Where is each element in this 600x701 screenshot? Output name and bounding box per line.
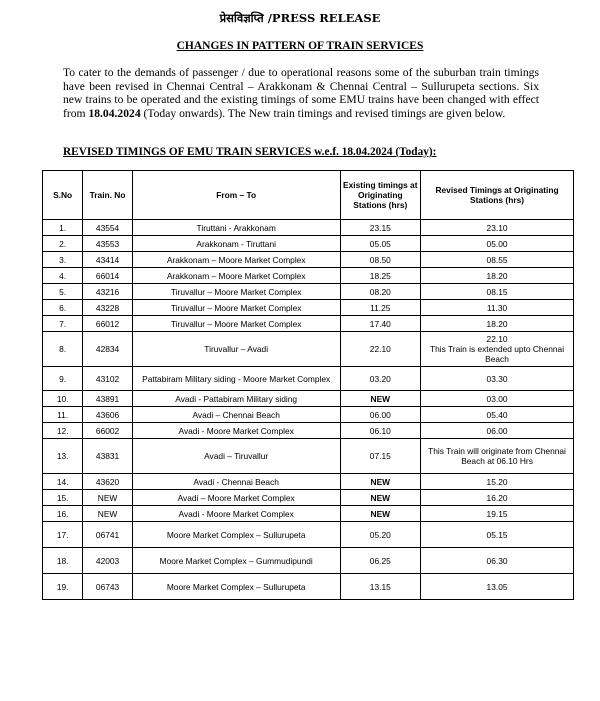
cell-existing: 13.15 [340, 574, 421, 600]
table-body [43, 220, 574, 600]
table-row [43, 391, 574, 407]
table-row [43, 522, 574, 548]
header-sno: S.No [43, 171, 83, 220]
cell-from-to: Pattabiram Military siding - Moore Market Complex [132, 367, 340, 391]
cell-from-to: Moore Market Complex – Sullurupeta [132, 522, 340, 548]
cell-revised: 19.15 [421, 506, 574, 522]
cell-revised: 18.20 [421, 316, 574, 332]
cell-from-to: Moore Market Complex – Gummudipundi [132, 548, 340, 574]
table-row [43, 574, 574, 600]
cell-revised: 06.00 [421, 423, 574, 439]
cell-sno: 9. [43, 367, 83, 391]
table-row [43, 220, 574, 236]
table-header-row [43, 171, 574, 220]
cell-sno: 16. [43, 506, 83, 522]
cell-revised: 18.20 [421, 268, 574, 284]
cell-revised: 13.05 [421, 574, 574, 600]
table-row [43, 423, 574, 439]
cell-train-no: 42834 [83, 332, 133, 367]
cell-existing: 05.05 [340, 236, 421, 252]
cell-train-no: 43554 [83, 220, 133, 236]
cell-sno: 6. [43, 300, 83, 316]
table-row [43, 268, 574, 284]
cell-from-to: Tiruvallur – Moore Market Complex [132, 300, 340, 316]
table-row [43, 490, 574, 506]
cell-sno: 11. [43, 407, 83, 423]
cell-revised: 08.55 [421, 252, 574, 268]
cell-train-no: NEW [83, 490, 133, 506]
cell-revised: 05.40 [421, 407, 574, 423]
table-row [43, 407, 574, 423]
cell-train-no: 06741 [83, 522, 133, 548]
cell-revised: 11.30 [421, 300, 574, 316]
cell-sno: 1. [43, 220, 83, 236]
cell-from-to: Tiruvallur – Moore Market Complex [132, 316, 340, 332]
cell-existing: NEW [340, 490, 421, 506]
table-row [43, 506, 574, 522]
cell-revised: 03.00 [421, 391, 574, 407]
header-revised-timings: Revised Timings at Originating Stations (hrs) [421, 171, 574, 220]
header-english: /PRESS RELEASE [263, 11, 381, 25]
cell-train-no: 42003 [83, 548, 133, 574]
header-existing-timings: Existing timings at Originating Stations (hrs) [340, 171, 421, 220]
cell-existing: 07.15 [340, 439, 421, 474]
cell-from-to: Arakkonam - Tiruttani [132, 236, 340, 252]
cell-sno: 2. [43, 236, 83, 252]
cell-train-no: 43831 [83, 439, 133, 474]
cell-from-to: Tiruvallur – Moore Market Complex [132, 284, 340, 300]
cell-revised: 15.20 [421, 474, 574, 490]
cell-sno: 19. [43, 574, 83, 600]
cell-from-to: Avadi - Moore Market Complex [132, 423, 340, 439]
table-row [43, 548, 574, 574]
cell-from-to: Moore Market Complex – Sullurupeta [132, 574, 340, 600]
table-row [43, 300, 574, 316]
cell-revised: 06.30 [421, 548, 574, 574]
table-row [43, 439, 574, 474]
cell-from-to: Avadi – Tiruvallur [132, 439, 340, 474]
cell-from-to: Avadi - Pattabiram Military siding [132, 391, 340, 407]
cell-revised: 22.10 This Train is extended upto Chennai Beach [421, 332, 574, 367]
cell-train-no: 66012 [83, 316, 133, 332]
cell-train-no: 43553 [83, 236, 133, 252]
table-row [43, 316, 574, 332]
cell-existing: 18.25 [340, 268, 421, 284]
cell-existing: 08.50 [340, 252, 421, 268]
cell-existing: NEW [340, 506, 421, 522]
cell-existing: 23.15 [340, 220, 421, 236]
cell-train-no: 43216 [83, 284, 133, 300]
cell-train-no: 43606 [83, 407, 133, 423]
header-train-no: Train. No [83, 171, 133, 220]
cell-sno: 14. [43, 474, 83, 490]
cell-sno: 7. [43, 316, 83, 332]
cell-train-no: 43102 [83, 367, 133, 391]
cell-from-to: Arakkonam – Moore Market Complex [132, 252, 340, 268]
cell-from-to: Arakkonam – Moore Market Complex [132, 268, 340, 284]
table-row [43, 474, 574, 490]
cell-revised: 16.20 [421, 490, 574, 506]
cell-sno: 17. [43, 522, 83, 548]
cell-sno: 4. [43, 268, 83, 284]
cell-existing: 08.20 [340, 284, 421, 300]
cell-sno: 18. [43, 548, 83, 574]
table-subtitle: REVISED TIMINGS OF EMU TRAIN SERVICES w.e.f. 18.04.2024 (Today): [63, 146, 437, 158]
cell-sno: 5. [43, 284, 83, 300]
cell-sno: 3. [43, 252, 83, 268]
cell-revised: 05.00 [421, 236, 574, 252]
cell-existing: 05.20 [340, 522, 421, 548]
cell-existing: NEW [340, 391, 421, 407]
cell-train-no: 06743 [83, 574, 133, 600]
cell-train-no: 43228 [83, 300, 133, 316]
cell-existing: 06.00 [340, 407, 421, 423]
cell-train-no: 66014 [83, 268, 133, 284]
intro-text: To cater to the demands of passenger / due to operational reasons some of the suburban train timings have been revised in Chennai Central – Arakkonam & Chennai Central – Sullurupeta sections. Six new trains to be operated and the existing timings of some EMU trains have been changed with effect from [63, 66, 539, 120]
cell-sno: 12. [43, 423, 83, 439]
cell-sno: 8. [43, 332, 83, 367]
cell-from-to: Avadi – Chennai Beach [132, 407, 340, 423]
cell-sno: 15. [43, 490, 83, 506]
effective-date: 18.04.2024 [88, 106, 141, 120]
cell-train-no: NEW [83, 506, 133, 522]
table-row [43, 332, 574, 367]
cell-from-to: Tiruttani - Arakkonam [132, 220, 340, 236]
cell-existing: 06.25 [340, 548, 421, 574]
cell-from-to: Avadi – Moore Market Complex [132, 490, 340, 506]
cell-existing: 22.10 [340, 332, 421, 367]
cell-existing: 03.20 [340, 367, 421, 391]
cell-from-to: Avadi - Chennai Beach [132, 474, 340, 490]
cell-existing: NEW [340, 474, 421, 490]
cell-train-no: 43414 [83, 252, 133, 268]
table-row [43, 252, 574, 268]
table-row [43, 367, 574, 391]
intro-after: (Today onwards). The New train timings and revised timings are given below. [140, 106, 506, 120]
cell-existing: 17.40 [340, 316, 421, 332]
revised-timings-table [42, 170, 574, 600]
cell-revised: 08.15 [421, 284, 574, 300]
cell-sno: 10. [43, 391, 83, 407]
cell-existing: 11.25 [340, 300, 421, 316]
cell-train-no: 43620 [83, 474, 133, 490]
cell-from-to: Tiruvallur – Avadi [132, 332, 340, 367]
cell-revised: 23.10 [421, 220, 574, 236]
document-title: CHANGES IN PATTERN OF TRAIN SERVICES [176, 40, 424, 52]
table-row [43, 236, 574, 252]
header-hindi: प्रेसविज्ञप्ति [219, 11, 264, 25]
cell-revised: This Train will originate from Chennai Beach at 06.10 Hrs [421, 439, 574, 474]
cell-from-to: Avadi - Moore Market Complex [132, 506, 340, 522]
cell-train-no: 66002 [83, 423, 133, 439]
intro-paragraph [63, 66, 539, 120]
press-release-header [0, 11, 600, 26]
table-row [43, 284, 574, 300]
header-from-to: From – To [132, 171, 340, 220]
cell-revised: 05.15 [421, 522, 574, 548]
cell-revised: 03.30 [421, 367, 574, 391]
cell-existing: 06.10 [340, 423, 421, 439]
cell-sno: 13. [43, 439, 83, 474]
cell-train-no: 43891 [83, 391, 133, 407]
